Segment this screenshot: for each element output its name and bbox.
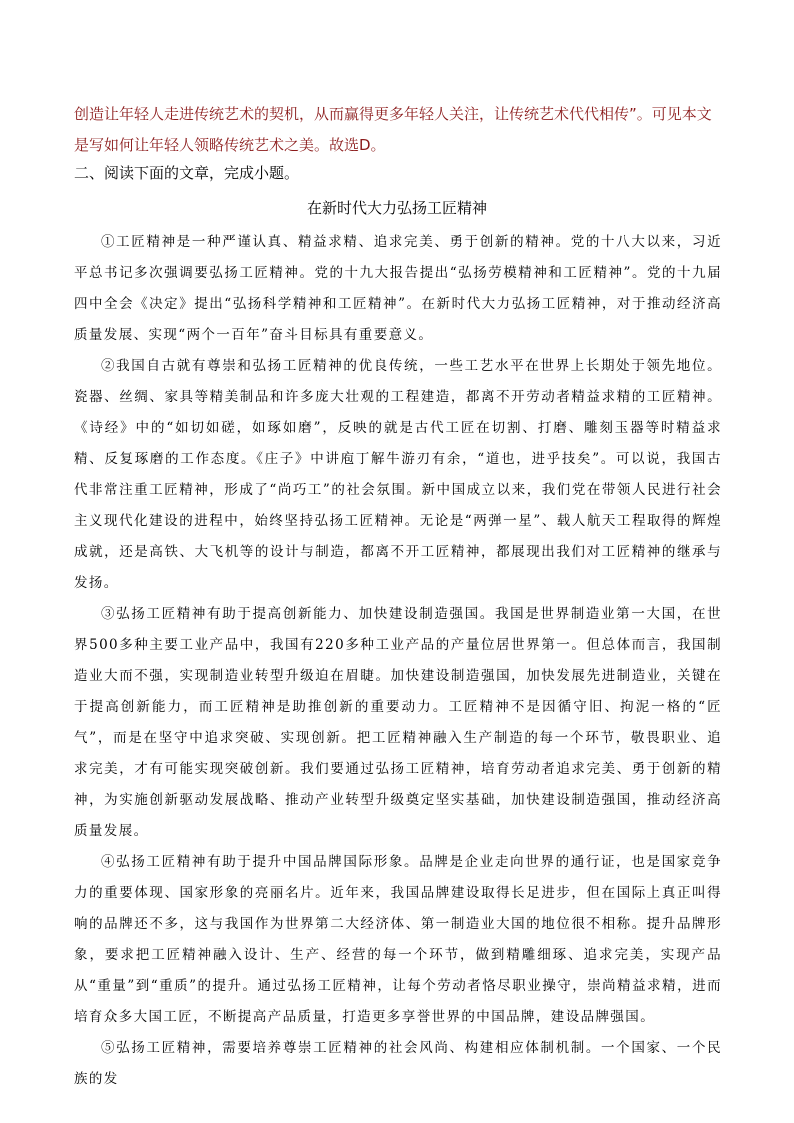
article-paragraph-4: ④弘扬工匠精神有助于提升中国品牌国际形象。品牌是企业走向世界的通行证，也是国家竞争力的重要体现、国家形象的亮丽名片。近年来，我国品牌建设取得长足进步，但在国际上真正叫得响的品牌还不多，这与我国作为世界第二大经济体、第一制造业大国的地位很不相称。提升品牌形象，要求把工匠精神融入设计、生产、经营的每一个环节，做到精雕细琢、追求完美，实现产品从“重量”到“重质”的提升。通过弘扬工匠精神，让每个劳动者恪尽职业操守，崇尚精益求精，进而培育众多大国工匠，不断提高产品质量，打造更多享誉世界的中国品牌，建设品牌强国。 [74, 854, 722, 1025]
article-paragraph-2: ②我国自古就有尊崇和弘扬工匠精神的优良传统，一些工艺水平在世界上长期处于领先地位。瓷器、丝绸、家具等精美制品和许多庞大壮观的工程建造，都离不开劳动者精益求精的工匠精神。《诗经》中的“如切如磋，如琢如磨”，反映的就是古代工匠在切割、打磨、雕刻玉器等时精益求精、反复琢磨的工作态度。《庄子》中讲庖丁解牛游刃有余，“道也，进乎技矣”。可以说，我国古代非常注重工匠精神，形成了“尚巧工”的社会氛围。新中国成立以来，我们党在带领人民进行社会主义现代化建设的进程中，始终坚持弘扬工匠精神。无论是“两弹一星”、载人航天工程取得的辉煌成就，还是高铁、大飞机等的设计与制造，都离不开工匠精神，都展现出我们对工匠精神的继承与发扬。 [74, 358, 722, 591]
section-heading: 二、阅读下面的文章，完成小题。 [74, 164, 300, 182]
answer-explanation: 创造让年轻人走进传统艺术的契机，从而赢得更多年轻人关注，让传统艺术代代相传”。可见本文是写如何让年轻人领略传统艺术之美。故选D。 [74, 105, 712, 154]
article-paragraph-5: ⑤弘扬工匠精神，需要培养尊崇工匠精神的社会风尚、构建相应体制机制。一个国家、一个民族的发 [74, 1040, 722, 1087]
article-title: 在新时代大力弘扬工匠精神 [306, 199, 487, 217]
article-paragraph-1: ①工匠精神是一种严谨认真、精益求精、追求完美、勇于创新的精神。党的十八大以来，习近平总书记多次强调要弘扬工匠精神。党的十九大报告提出“弘扬劳模精神和工匠精神”。党的十九届四中全会《决定》提出“弘扬科学精神和工匠精神”。在新时代大力弘扬工匠精神，对于推动经济高质量发展、实现“两个一百年”奋斗目标具有重要意义。 [74, 234, 722, 343]
article-body [74, 227, 722, 1095]
article-paragraph-3: ③弘扬工匠精神有助于提高创新能力、加快建设制造强国。我国是世界制造业第一大国，在世界500多种主要工业产品中，我国有220多种工业产品的产量位居世界第一。但总体而言，我国制造业大而不强，实现制造业转型升级迫在眉睫。加快建设制造强国，加快发展先进制造业，关键在于提高创新能力，而工匠精神是助推创新的重要动力。工匠精神不是因循守旧、拘泥一格的“匠气”，而是在坚守中追求突破、实现创新。把工匠精神融入生产制造的每一个环节，敬畏职业、追求完美，才有可能实现突破创新。我们要通过弘扬工匠精神，培育劳动者追求完美、勇于创新的精神，为实施创新驱动发展战略、推动产业转型升级奠定坚实基础，加快建设制造强国，推动经济高质量发展。 [74, 606, 722, 839]
